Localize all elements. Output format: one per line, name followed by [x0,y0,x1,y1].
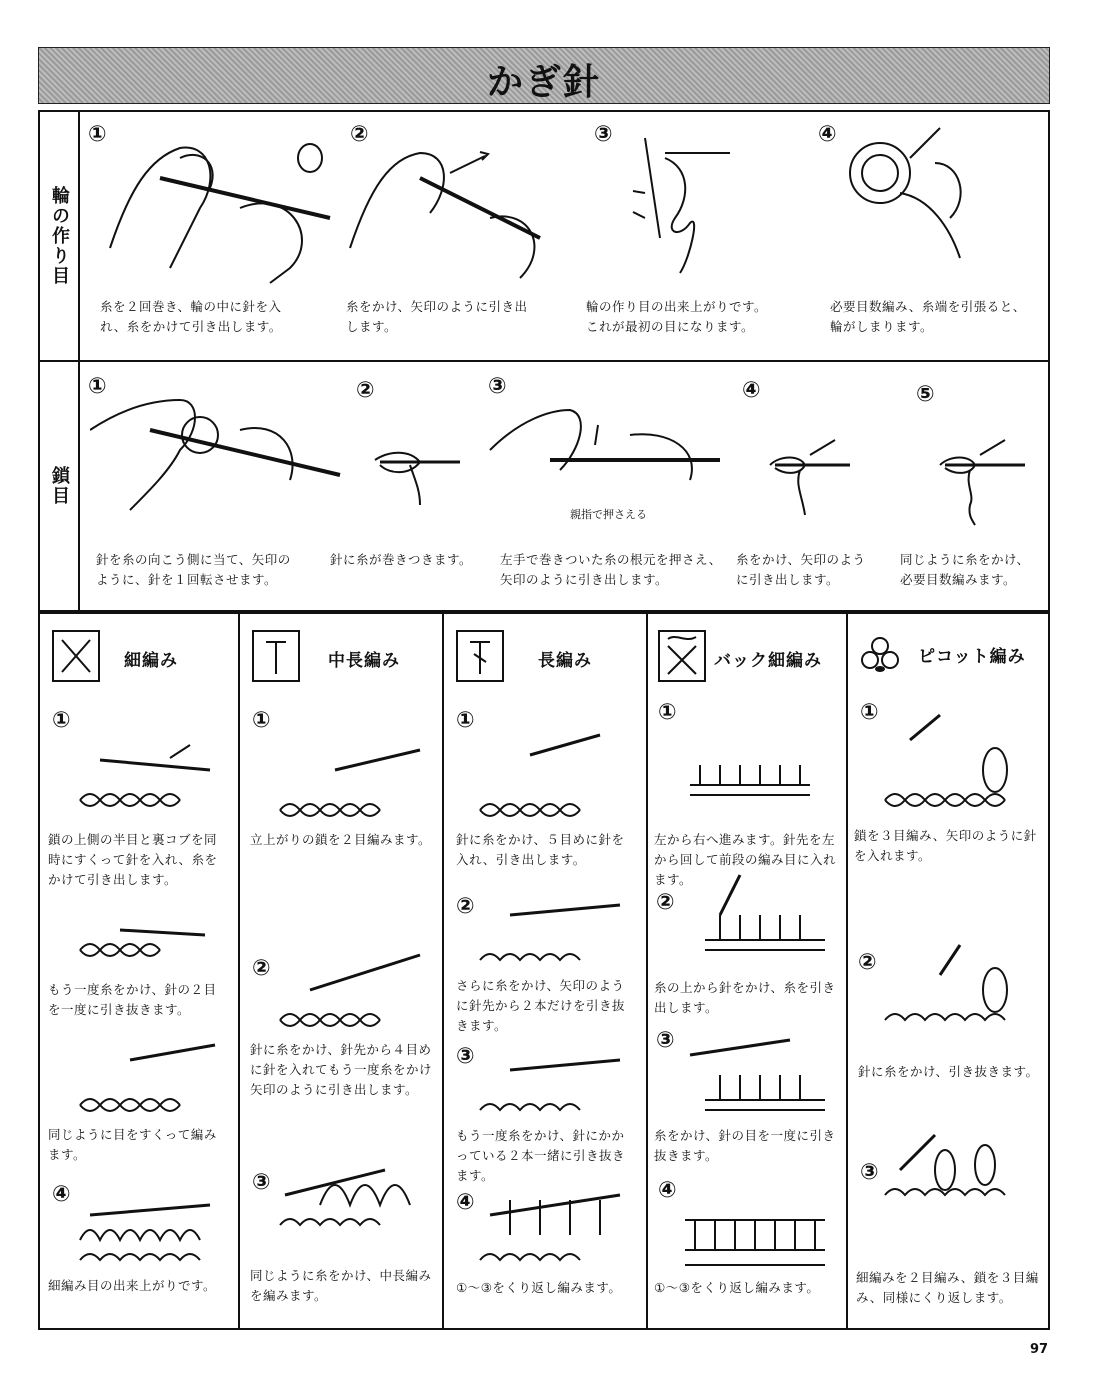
hdc-step-3-number: ③ [252,1170,271,1195]
sc-step-4-caption: 細編み目の出来上がりです。 [48,1278,217,1293]
ring-step-2-number: ② [350,122,369,147]
chain-step-3-number: ③ [488,374,507,399]
column-title-double: 長編み [538,651,592,671]
ring-step-4-caption: 必要目数編み、糸端を引張ると、 輪がしまります。 [830,299,1026,334]
sc-step-1-caption: 鎖の上側の半目と裏コブを同 時にすくって針を入れ、糸を かけて引き出します。 [48,832,218,887]
picot-step-3-number: ③ [860,1160,879,1185]
picot-step-3-caption: 細編みを２目編み、鎖を３目編 み、同様にくり返します。 [856,1270,1039,1305]
dc-step-4-number: ④ [456,1190,475,1215]
picot-step-1-caption: 鎖を３目編み、矢印のように針 を入れます。 [854,828,1037,863]
dc-step-3-caption: もう一度糸をかけ、針にかか っている２本一緒に引き抜き ます。 [456,1128,626,1183]
column-title-reverse-single: バック細編み [714,651,822,671]
dc-step-1-number: ① [456,708,475,733]
x-tilde-symbol-icon [658,630,706,682]
dc-step-3-number: ③ [456,1044,475,1069]
rsc-step-2-number: ② [656,890,675,915]
dc-step-2-caption: さらに糸をかけ、矢印のよう に針先から２本だけを引き抜 きます。 [456,978,626,1033]
column-title-single-crochet: 細編み [124,651,178,671]
ring-step-1-caption: 糸を２回巻き、輪の中に針を入 れ、糸をかけて引き出します。 [100,299,282,334]
dc-step-1-caption: 針に糸をかけ、５目めに針を 入れ、引き出します。 [456,832,625,867]
sc-step-1-number: ① [52,708,71,733]
rsc-step-4-caption: ①〜③をくり返し編みます。 [654,1280,820,1295]
chain-step-5-number: ⑤ [916,382,935,407]
sc-step-4-number: ④ [52,1182,71,1207]
title-banner [38,47,1050,104]
hand-illustration [110,148,210,268]
column-title-half-double: 中長編み [328,651,400,671]
thumb-press-note: 親指で押さえる [570,508,647,521]
picot-step-2-number: ② [858,950,877,975]
ring-step-3-number: ③ [594,122,613,147]
picot-step-2-caption: 針に糸をかけ、引き抜きます。 [858,1064,1039,1079]
rsc-step-3-number: ③ [656,1028,675,1053]
dc-step-4-caption: ①〜③をくり返し編みます。 [456,1280,622,1295]
x-symbol-icon [52,630,100,682]
sc-step-2-caption: もう一度糸をかけ、針の２目 を一度に引き抜きます。 [48,982,217,1017]
dc-step-2-number: ② [456,894,475,919]
rsc-step-4-number: ④ [658,1178,677,1203]
hdc-step-2-caption: 針に糸をかけ、針先から４目め に針を入れてもう一度糸をかけ 矢印のように引き出します。 [250,1042,433,1097]
hdc-step-2-number: ② [252,956,271,981]
column-title-picot: ピコット編み [918,647,1026,667]
ring-step-3-caption: 輪の作り目の出来上がりです。 これが最初の目になります。 [586,299,768,334]
ring-step-4-number: ④ [818,122,837,147]
chain-step-1-caption: 針を糸の向こう側に当て、矢印の ように、針を１回転させます。 [96,552,291,587]
page-title: かぎ針 [486,62,601,103]
stitch-illustrations [40,690,1048,1290]
ring-section-label: 輪の作り目 [40,112,80,360]
chain-section-label: 鎖目 [40,362,80,610]
hdc-step-1-number: ① [252,708,271,733]
hdc-step-1-caption: 立上がりの鎖を２目編みます。 [250,832,432,847]
chain-step-2-caption: 針に糸が巻きつきます。 [330,552,473,567]
picot-step-1-number: ① [860,700,879,725]
t-symbol-icon [252,630,300,682]
rsc-step-2-caption: 糸の上から針をかけ、糸を引き 出します。 [654,980,836,1015]
rsc-step-3-caption: 糸をかけ、針の目を一度に引き 抜きます。 [654,1128,836,1163]
chain-step-4-caption: 糸をかけ、矢印のよう に引き出します。 [736,552,866,587]
chain-step-3-caption: 左手で巻きついた糸の根元を押さえ、 矢印のように引き出します。 [500,552,722,587]
page-number: 97 [1030,1342,1049,1357]
sc-step-3-caption: 同じように目をすくって編み ます。 [48,1127,217,1162]
picot-symbol-icon [860,634,900,674]
ring-step-1-number: ① [88,122,107,147]
chain-illustrations [90,390,1030,530]
chain-step-5-caption: 同じように糸をかけ、 必要目数編みます。 [900,552,1030,587]
chain-step-2-number: ② [356,378,375,403]
rsc-step-1-number: ① [658,700,677,725]
chain-step-4-number: ④ [742,378,761,403]
ring-step-2-caption: 糸をかけ、矢印のように引き出 します。 [346,299,528,334]
ring-illustrations [90,118,1030,288]
hdc-step-3-caption: 同じように糸をかけ、中長編み を編みます。 [250,1268,432,1303]
t-slash-symbol-icon [456,630,504,682]
chain-step-1-number: ① [88,374,107,399]
rsc-step-1-caption: 左から右へ進みます。針先を左 から回して前段の編み目に入れ ます。 [654,832,837,887]
